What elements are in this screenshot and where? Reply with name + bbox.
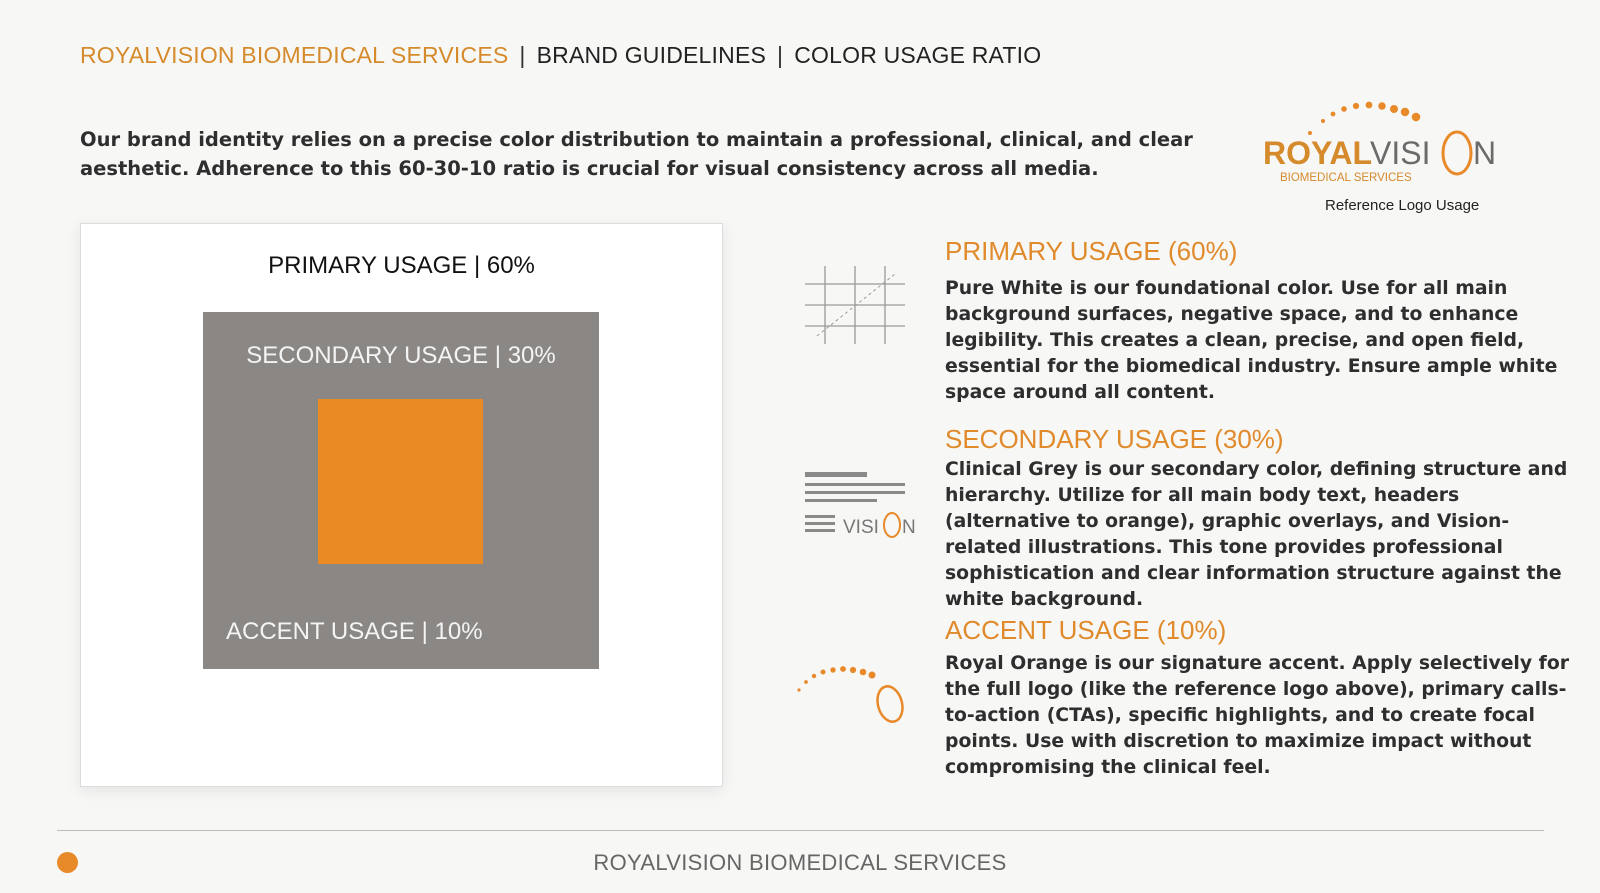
primary-usage-title: PRIMARY USAGE (60%) xyxy=(945,236,1238,266)
secondary-usage-body: Clinical Grey is our secondary color, defining structure and hierarchy. Utilize for all main body text, headers (alternative to orange), graphic overlays, and Vision-related illustrations. This tone provides professional sophistication and clear information structure against the white background. xyxy=(945,459,1568,610)
logo-subtitle: BIOMEDICAL SERVICES xyxy=(1280,172,1412,184)
grid-icon xyxy=(805,264,905,346)
primary-usage-body: Pure White is our foundational color. Use for all main background surfaces, negative space, and to enhance legibility. This creates a clean, precise, and open field, essential for the biomedical industry. Ensure ample white space around all content. xyxy=(945,278,1558,403)
header-separator: | xyxy=(777,42,784,68)
logo-dots-arc xyxy=(1308,102,1420,135)
header-brand: ROYALVISION BIOMEDICAL SERVICES xyxy=(80,42,509,68)
footer-divider xyxy=(57,830,1544,831)
logo-vision: VISI xyxy=(1370,135,1431,171)
header-separator: | xyxy=(519,42,526,68)
accent-usage-body: Royal Orange is our signature accent. Apply selectively for the full logo (like the reference logo above), primary calls-to-action (CTAs), specific highlights, and to create focal points. Use with discretion to maximize impact without compromising the clinical feel. xyxy=(945,653,1569,778)
logo-caption: Reference Logo Usage xyxy=(1325,197,1480,214)
icon-vision-word: VISI xyxy=(843,517,879,538)
logo-eye-o xyxy=(1443,132,1471,174)
page-header xyxy=(80,42,1041,69)
secondary-usage-title: SECONDARY USAGE (30%) xyxy=(945,424,1284,454)
logo-vision-end: N xyxy=(1473,135,1497,171)
accent-usage-swatch xyxy=(318,399,483,564)
footer-text: ROYALVISION BIOMEDICAL SERVICES xyxy=(593,850,1007,875)
header-topic: COLOR USAGE RATIO xyxy=(794,42,1042,68)
text-lines-icon xyxy=(805,470,920,550)
secondary-usage-block xyxy=(203,312,599,669)
secondary-usage-label: SECONDARY USAGE | 30% xyxy=(246,342,556,369)
color-ratio-card xyxy=(80,223,723,787)
accent-usage-label: ACCENT USAGE | 10% xyxy=(226,618,483,645)
dots-arc-icon xyxy=(795,662,910,727)
logo-royal: ROYAL xyxy=(1263,135,1373,171)
header-section: BRAND GUIDELINES xyxy=(536,42,767,68)
intro-paragraph: Our brand identity relies on a precise color distribution to maintain a professional, clinical, and clear aesthetic. Adherence to this 60-30-10 ratio is crucial for visual consistency across all media. xyxy=(80,128,1193,180)
accent-usage-title: ACCENT USAGE (10%) xyxy=(945,615,1227,645)
icon-vision-word-end: N xyxy=(902,517,916,538)
primary-usage-label: PRIMARY USAGE | 60% xyxy=(268,252,535,279)
